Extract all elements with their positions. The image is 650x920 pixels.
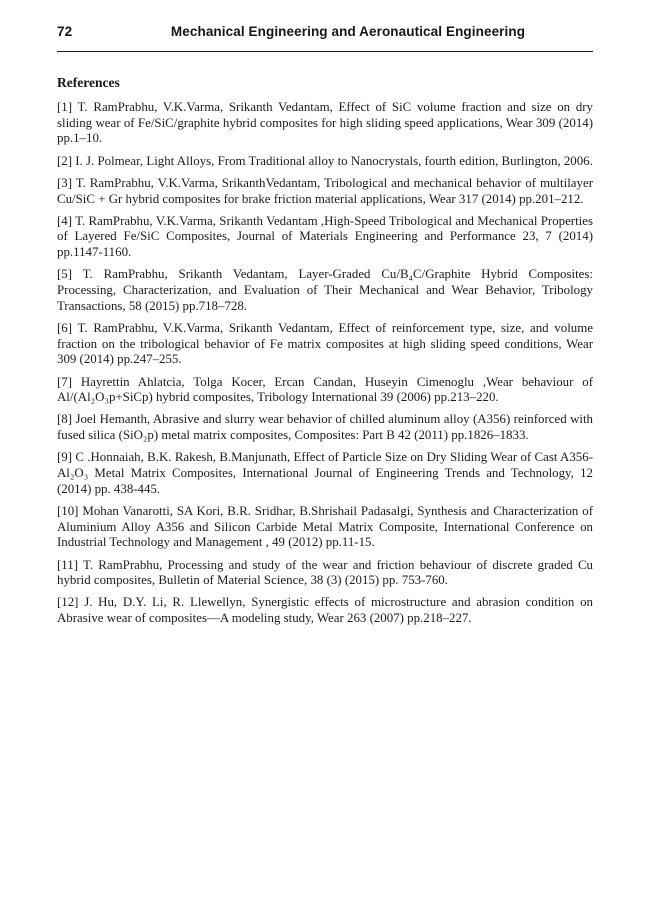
reference-item: [3] T. RamPrabhu, V.K.Varma, SrikanthVedantam, Tribological and mechanical behavior of multilayer Cu/SiC + Gr hybrid composites for brake friction material applications, Wear 317 (2014) pp.201–212. [57,175,593,206]
reference-item: [2] I. J. Polmear, Light Alloys, From Traditional alloy to Nanocrystals, fourth edition, Burlington, 2006. [57,153,593,168]
reference-item: [12] J. Hu, D.Y. Li, R. Llewellyn, Synergistic effects of microstructure and abrasion condition on Abrasive wear of composites—A modeling study, Wear 263 (2007) pp.218–227. [57,595,593,626]
reference-item: [10] Mohan Vanarotti, SA Kori, B.R. Sridhar, B.Shrishail Padasalgi, Synthesis and Characterization of Aluminium Alloy A356 and Silicon Carbide Metal Matrix Composite, International Conference on Industrial Technology and Management , 49 (2012) pp.11-15. [57,503,593,550]
page-number: 72 [57,24,73,39]
reference-item: [7] Hayrettin Ahlatcia, Tolga Kocer, Ercan Candan, Huseyin Cimenoglu ,Wear behaviour of Al/(Al₂O₃p+SiCp) hybrid composites, Tribology International 39 (2006) pp.213–220. [57,374,593,405]
reference-item: [11] T. RamPrabhu, Processing and study of the wear and friction behaviour of discrete graded Cu hybrid composites, Bulletin of Material Science, 38 (3) (2015) pp. 753-760. [57,557,593,588]
reference-item: [8] Joel Hemanth, Abrasive and slurry wear behavior of chilled aluminum alloy (A356) reinforced with fused silica (SiO₂p) metal matrix composites, Composites: Part B 42 (2011) pp.1826–1833. [57,412,593,443]
reference-item: [6] T. RamPrabhu, V.K.Varma, Srikanth Vedantam, Effect of reinforcement type, size, and volume fraction on the tribological behavior of Fe matrix composites at high sliding speed conditions, Wear 309 (2014) pp.247–255. [57,320,593,367]
header-rule [57,51,593,52]
reference-item: [1] T. RamPrabhu, V.K.Varma, Srikanth Vedantam, Effect of SiC volume fraction and size on dry sliding wear of Fe/SiC/graphite hybrid composites for high sliding speed applications, Wear 309 (2014) pp.1–10. [57,100,593,146]
running-title: Mechanical Engineering and Aeronautical Engineering [170,24,526,39]
reference-item: [9] C .Honnaiah, B.K. Rakesh, B.Manjunath, Effect of Particle Size on Dry Sliding Wear of Cast A356-Al₂O₃ Metal Matrix Composites, International Journal of Engineering Trends and Technology, 12 (2014) pp. 438-445. [57,450,593,496]
page-header [57,24,593,39]
references-section [57,75,593,627]
reference-item: [4] T. RamPrabhu, V.K.Varma, Srikanth Vedantam ,High-Speed Tribological and Mechanical Properties of Layered Fe/SiC Composites, Journal of Materials Engineering and Performance 23, 7 (2014) pp.1147-1160. [57,213,593,260]
reference-item: [5] T. RamPrabhu, Srikanth Vedantam, Layer-Graded Cu/B₄C/Graphite Hybrid Composites: Processing, Characterization, and Evaluation of Their Mechanical and Wear Behavior, Tribology Transactions, 58 (2015) pp.718–728. [57,267,593,313]
references-heading: References [57,75,120,90]
